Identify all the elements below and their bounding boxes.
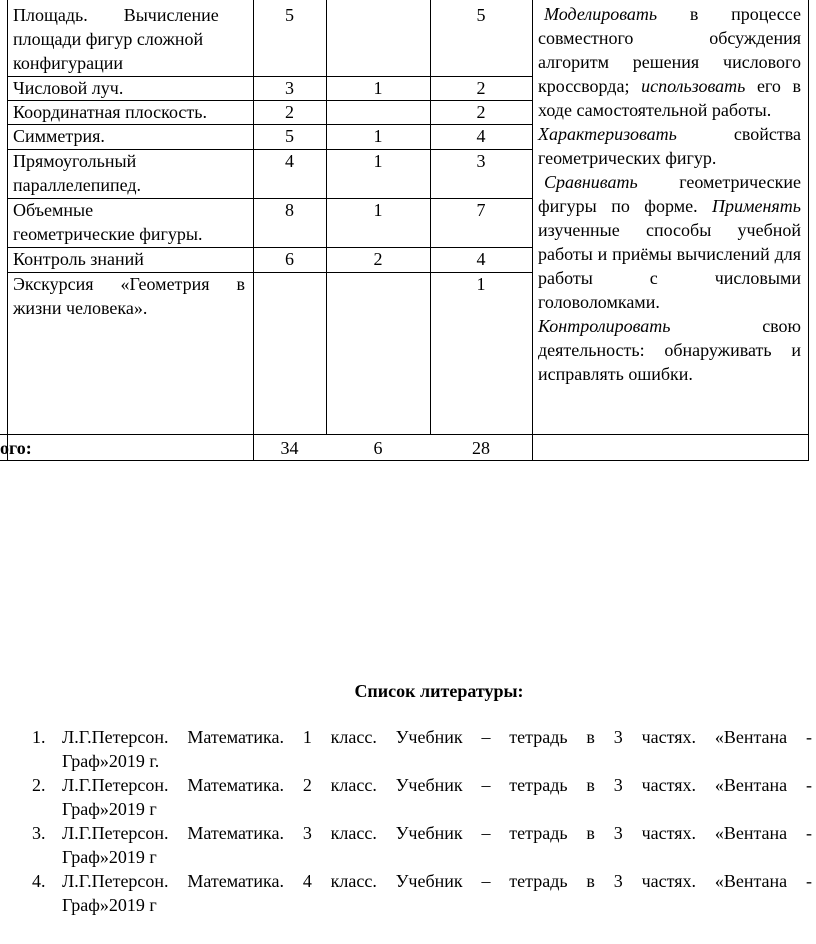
activity-text: геометрические фигуры по форме. <box>538 172 801 216</box>
item-number: 3. <box>32 823 46 843</box>
topic-text: Экскурсия «Геометрия в <box>13 274 245 294</box>
hours-practice: 7 <box>476 200 486 220</box>
total-control: 6 <box>373 438 383 458</box>
list-item <box>32 821 812 869</box>
hours-control: 1 <box>373 78 383 98</box>
table-border <box>253 0 254 461</box>
reference-text: Л.Г.Петерсон. Математика. 2 класс. Учебник – тетрадь в 3 частях. «Вентана - <box>62 775 812 795</box>
row-divider <box>0 434 809 435</box>
activity-verb: Применять <box>712 196 801 216</box>
table-border <box>532 0 533 461</box>
table-row <box>13 3 245 75</box>
literature-title: Список литературы: <box>354 681 524 701</box>
student-activities <box>538 2 801 386</box>
list-item <box>32 725 812 773</box>
hours-practice: 1 <box>476 274 486 294</box>
hours-practice: 4 <box>476 126 486 146</box>
hours-practice: 2 <box>476 102 486 122</box>
table-border <box>7 0 8 461</box>
topic-text: Контроль знаний <box>13 249 144 269</box>
item-number: 2. <box>32 775 46 795</box>
reference-text: Л.Г.Петерсон. Математика. 3 класс. Учебник – тетрадь в 3 частях. «Вентана - <box>62 823 812 843</box>
activity-verb: Контролировать <box>538 316 671 336</box>
reference-text: Граф»2019 г <box>62 847 157 867</box>
hours-total: 5 <box>285 5 294 25</box>
table-row <box>13 149 245 197</box>
hours-total: 8 <box>285 200 294 220</box>
literature-list <box>32 725 812 917</box>
row-divider <box>0 460 809 461</box>
activity-text: свою деятельность: обнаруживать и исправлять ошибки. <box>538 316 801 384</box>
hours-control: 1 <box>373 151 383 171</box>
total-hours: 34 <box>280 438 299 458</box>
reference-text: Л.Г.Петерсон. Математика. 1 класс. Учебник – тетрадь в 3 частях. «Вентана - <box>62 727 812 747</box>
topic-text: геометрические фигуры. <box>13 224 203 244</box>
hours-practice: 2 <box>476 78 486 98</box>
activity-text: в процессе совместного обсуждения алгоритм решения числового кроссворда; <box>538 4 801 96</box>
topic-text: Числовой луч. <box>13 78 124 98</box>
activity-verb: Характеризовать <box>538 124 677 144</box>
hours-practice: 4 <box>476 249 486 269</box>
topic-text: Площадь. Вычисление <box>13 5 219 25</box>
total-practice: 28 <box>472 438 490 458</box>
activity-paragraph <box>538 170 801 314</box>
topic-text: Симметрия. <box>13 126 105 146</box>
activity-text: его в ходе самостоятельной работы. <box>538 76 801 120</box>
topic-text: жизни человека». <box>13 298 148 318</box>
activity-verb: Моделировать <box>544 4 658 24</box>
hours-control: 1 <box>373 126 383 146</box>
hours-control: 2 <box>373 249 383 269</box>
list-item <box>32 773 812 821</box>
hours-total: 4 <box>285 151 294 171</box>
item-number: 4. <box>32 871 46 891</box>
hours-practice: 3 <box>476 151 486 171</box>
total-label: ого: <box>0 438 32 458</box>
table-row <box>13 272 245 320</box>
item-number: 1. <box>32 727 46 747</box>
reference-text: Л.Г.Петерсон. Математика. 4 класс. Учебник – тетрадь в 3 частях. «Вентана - <box>62 871 812 891</box>
hours-total: 2 <box>285 102 294 122</box>
hours-control: 1 <box>373 200 383 220</box>
table-row <box>13 198 245 246</box>
hours-practice: 5 <box>476 5 486 25</box>
reference-text: Граф»2019 г <box>62 895 157 915</box>
activity-paragraph <box>538 122 801 170</box>
activity-text: изученные способы учебной работы и приёмы вычислений для работы с числовыми головоломками. <box>538 220 801 312</box>
activity-paragraph <box>538 2 801 122</box>
topic-text: Координатная плоскость. <box>13 102 207 122</box>
list-item <box>32 869 812 917</box>
activity-text: свойства геометрических фигур. <box>538 124 801 168</box>
topic-text: Прямоугольный <box>13 151 137 171</box>
activity-verb: Сравнивать <box>544 172 638 192</box>
activity-verb: использовать <box>641 76 746 96</box>
hours-total: 6 <box>285 249 294 269</box>
topic-text: параллелепипед. <box>13 175 142 195</box>
reference-text: Граф»2019 г <box>62 799 157 819</box>
topic-text: Объемные <box>13 200 94 220</box>
reference-text: Граф»2019 г. <box>62 751 160 771</box>
hours-total: 3 <box>285 78 294 98</box>
topic-text: конфигурации <box>13 53 124 73</box>
hours-total: 5 <box>285 126 294 146</box>
table-border <box>808 0 809 461</box>
lesson-plan-table <box>0 0 810 461</box>
topic-text: площади фигур сложной <box>13 29 204 49</box>
activity-paragraph <box>538 314 801 386</box>
